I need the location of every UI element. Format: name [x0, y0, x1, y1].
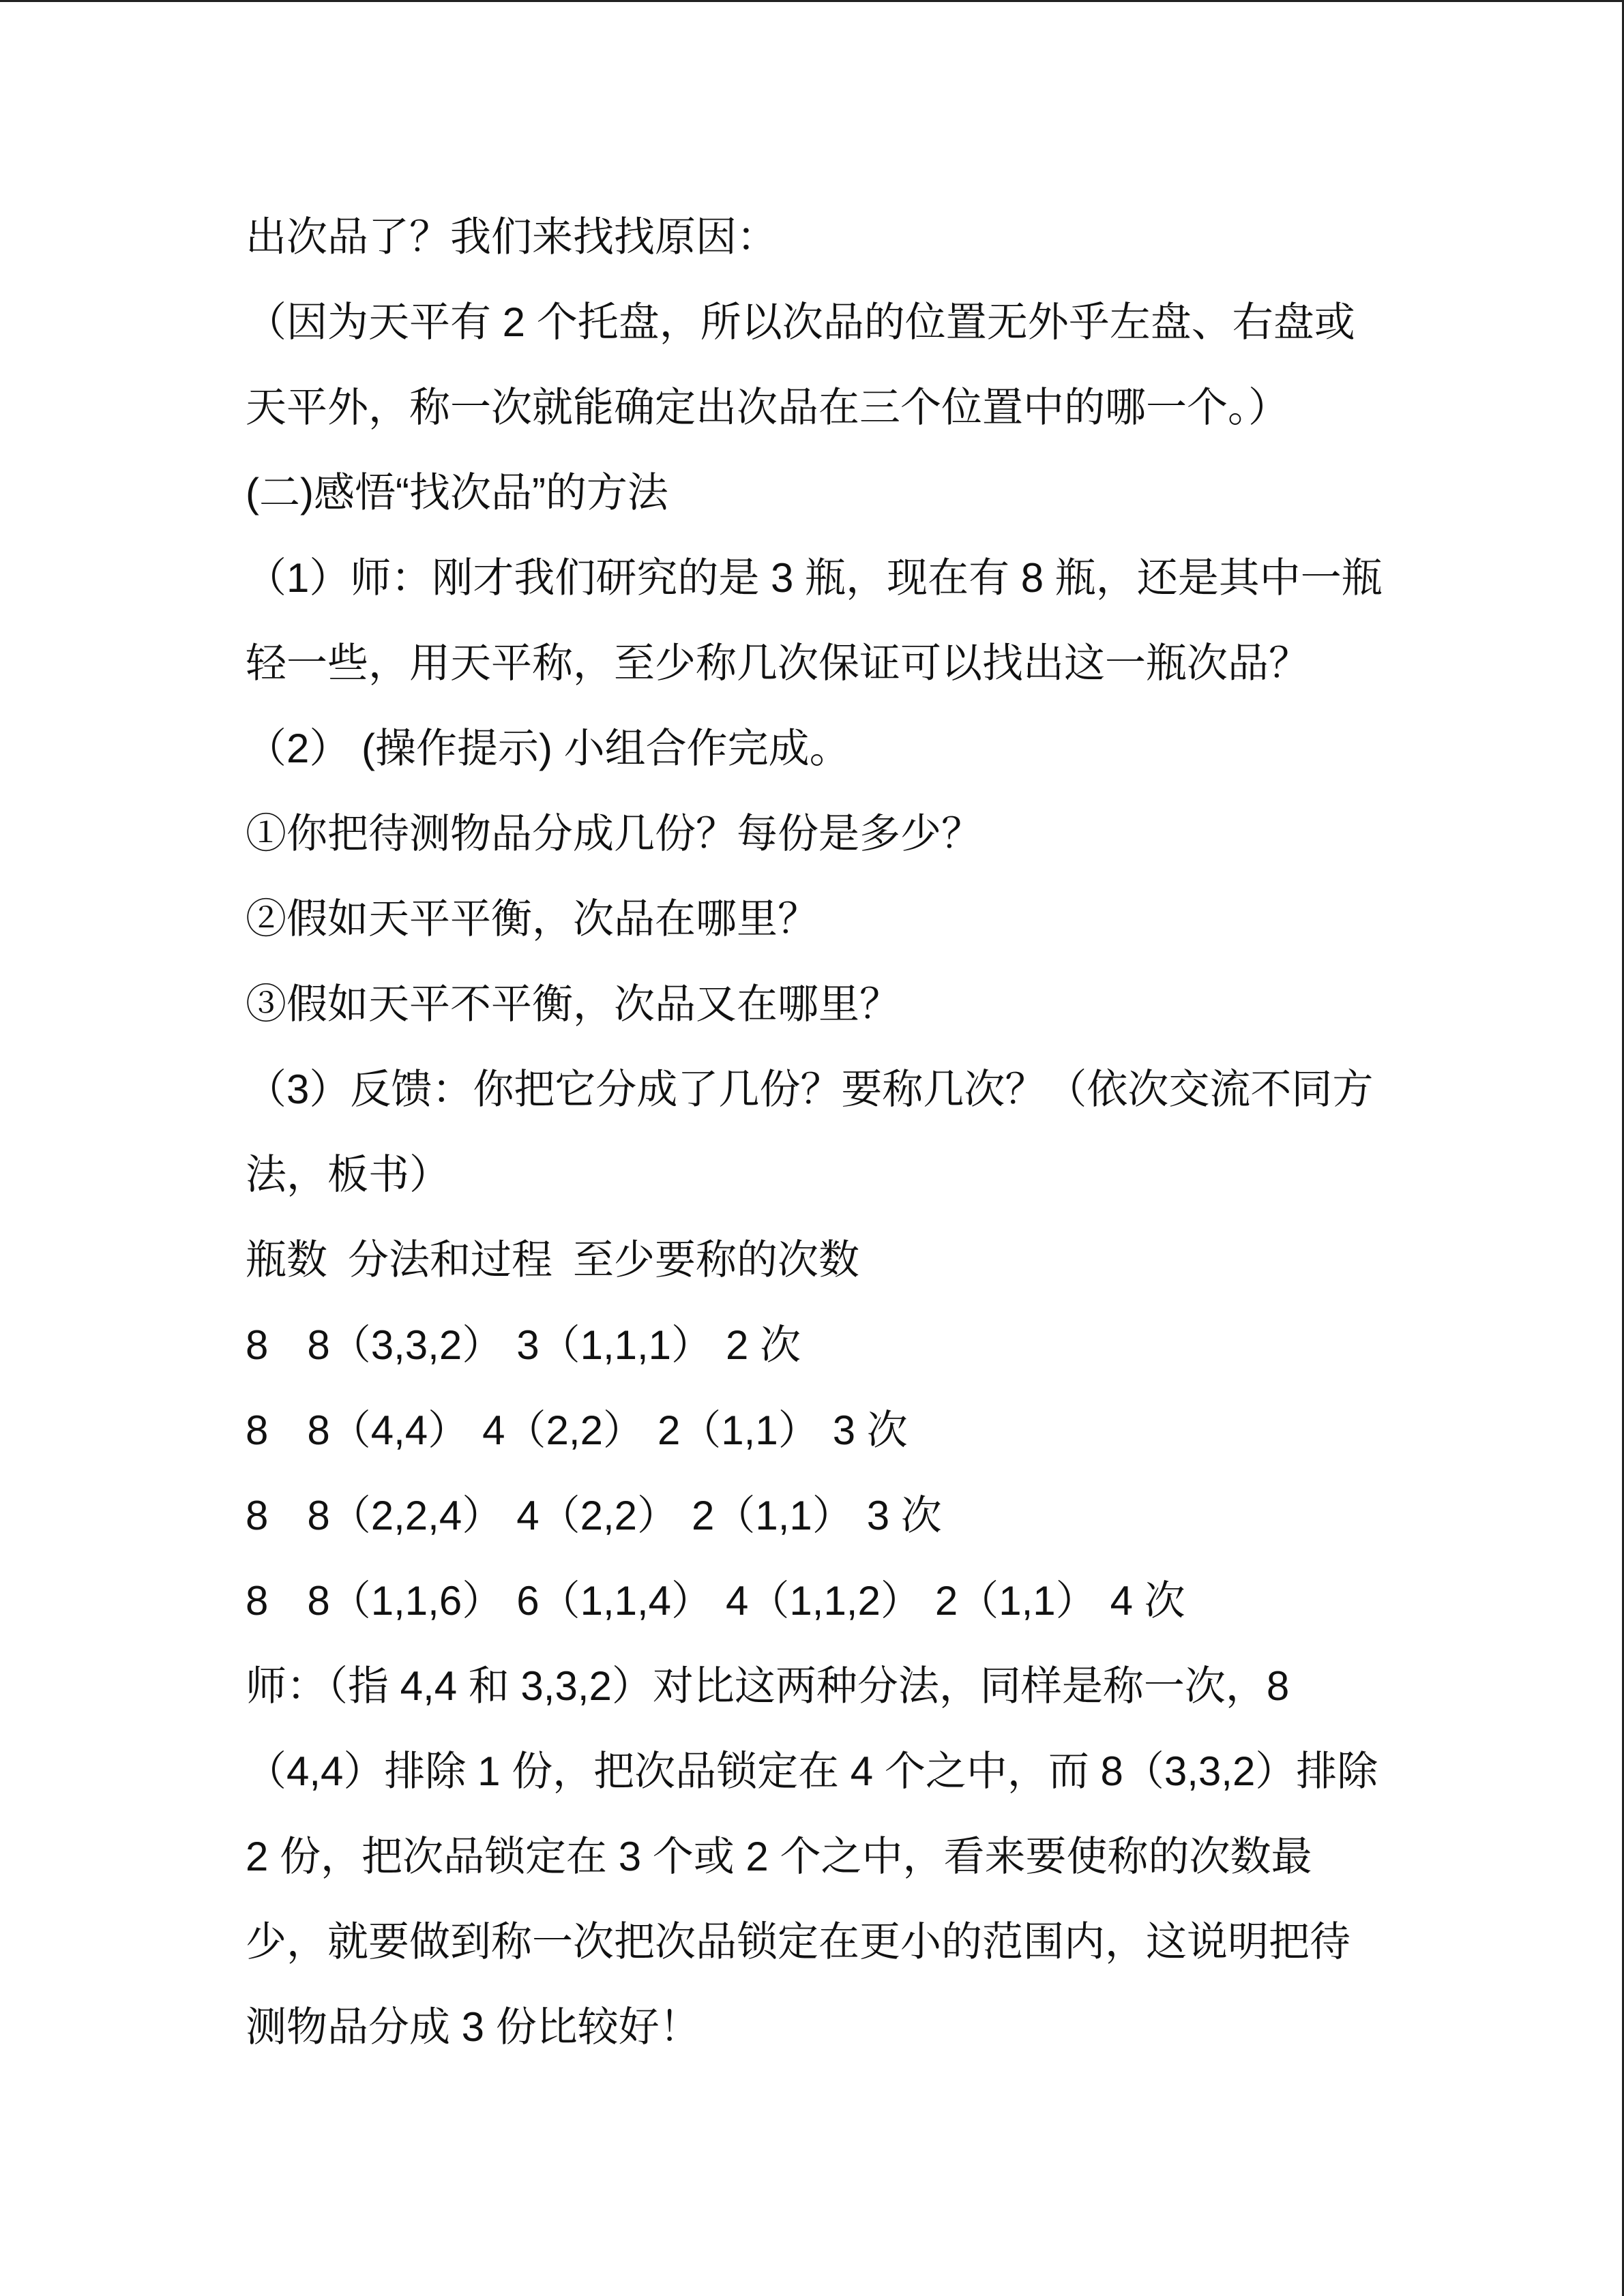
table-header-cell: 分法和过程	[348, 1237, 552, 1283]
text-line: 少，就要做到称一次把次品锁定在更小的范围内，这说明把待	[246, 1919, 1350, 1965]
table-row	[246, 1388, 1541, 1473]
text-line: （2） (操作提示) 小组合作完成。	[246, 726, 851, 771]
text-line: （4,4）排除 1 份，把次品锁定在 4 个之中，而 8（3,3,2）排除	[246, 1748, 1378, 1794]
text-line: 出次品了？我们来找找原因：	[246, 214, 778, 260]
table-cell: 4（2,2）	[516, 1493, 678, 1538]
table-header-row	[246, 1217, 1541, 1302]
text-line: 轻一些，用天平称，至少称几次保证可以找出这一瓶次品？	[246, 640, 1310, 686]
table-row	[246, 1473, 1541, 1558]
table-cell: 2（1,1）	[934, 1578, 1097, 1624]
table-header-cell: 瓶数	[246, 1237, 327, 1283]
page-edge-top	[0, 0, 1624, 2]
table-cell: 8（2,2,4）	[307, 1493, 503, 1538]
table-header-cell: 至少要称的次数	[573, 1237, 859, 1283]
table-cell-bottle-count: 8	[246, 1407, 269, 1453]
document-body	[246, 194, 1541, 2070]
table-cell-bottle-count: 8	[246, 1578, 269, 1624]
text-line: 师：（指 4,4 和 3,3,2）对比这两种分法，同样是称一次，8	[246, 1663, 1290, 1709]
text-line: 天平外，称一次就能确定出次品在三个位置中的哪一个。）	[246, 385, 1289, 430]
table-row	[246, 1558, 1541, 1643]
text-line: 测物品分成 3 份比较好！	[246, 2004, 700, 2050]
text-line: （因为天平有 2 个托盘，所以次品的位置无外乎左盘、右盘或	[246, 299, 1355, 345]
list-item: ②假如天平平衡，次品在哪里？	[246, 896, 818, 942]
text-line: 法，板书）	[246, 1152, 450, 1197]
table-cell-weighings: 2 次	[726, 1322, 801, 1368]
text-line: （3）反馈：你把它分成了几份？要称几次？（依次交流不同方	[246, 1067, 1374, 1112]
table-row	[246, 1302, 1541, 1388]
table-cell-bottle-count: 8	[246, 1493, 269, 1538]
list-item: ③假如天平不平衡，次品又在哪里？	[246, 981, 900, 1027]
table-cell: 6（1,1,4）	[516, 1578, 713, 1624]
text-line: （1）师：刚才我们研究的是 3 瓶，现在有 8 瓶，还是其中一瓶	[246, 555, 1383, 601]
table-cell: 2（1,1）	[691, 1493, 853, 1538]
table-cell: 2（1,1）	[657, 1407, 819, 1453]
table-cell-weighings: 3 次	[832, 1407, 908, 1453]
table-cell: 4（1,1,2）	[726, 1578, 921, 1624]
table-cell: 4（2,2）	[482, 1407, 644, 1453]
section-heading: (二)感悟“找次品”的方法	[246, 470, 668, 516]
table-cell: 8（4,4）	[307, 1407, 469, 1453]
text-line: 2 份，把次品锁定在 3 个或 2 个之中，看来要使称的次数最	[246, 1834, 1312, 1879]
table-cell-bottle-count: 8	[246, 1322, 269, 1368]
table-cell-weighings: 4 次	[1110, 1578, 1185, 1624]
table-cell: 3（1,1,1）	[516, 1322, 713, 1368]
table-cell: 8（3,3,2）	[307, 1322, 503, 1368]
table-cell-weighings: 3 次	[866, 1493, 942, 1538]
list-item: ①你把待测物品分成几份？每份是多少？	[246, 811, 982, 856]
table-cell: 8（1,1,6）	[307, 1578, 503, 1624]
